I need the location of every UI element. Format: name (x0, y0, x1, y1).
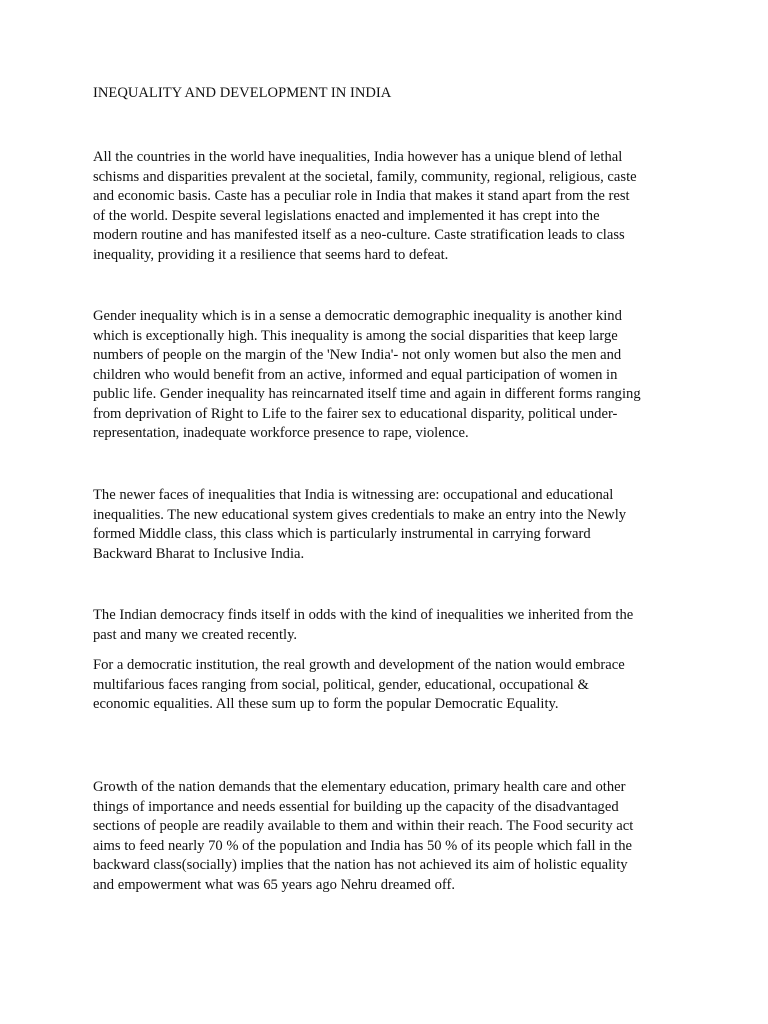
paragraph-indian-democracy (93, 606, 683, 645)
paragraph-line: things of importance and needs essential for building up the capacity of the disadvantaged (93, 798, 619, 815)
paragraph-line: from deprivation of Right to Life to the fairer sex to educational disparity, political under- (93, 405, 618, 422)
paragraph-line: schisms and disparities prevalent at the societal, family, community, regional, religious, caste (93, 168, 637, 185)
paragraph-line: of the world. Despite several legislations enacted and implemented it has crept into the (93, 207, 600, 224)
paragraph-caste-inequality (93, 148, 683, 265)
paragraph-line: backward class(socially) implies that the nation has not achieved its aim of holistic equality (93, 857, 628, 873)
paragraph-line: inequalities. The new educational system gives credentials to make an entry into the Newly (93, 506, 627, 523)
paragraph-democratic-equality (93, 656, 683, 715)
paragraph-line: The newer faces of inequalities that India is witnessing are: occupational and educational (93, 487, 614, 503)
paragraph-line: and economic basis. Caste has a peculiar role in India that makes it stand apart from the rest (93, 188, 630, 204)
paragraph-line: sections of people are readily available to them and within their reach. The Food security act (93, 818, 634, 834)
paragraph-line: which is exceptionally high. This inequality is among the social disparities that keep large (93, 327, 618, 344)
paragraph-line: representation, inadequate workforce presence to rape, violence. (93, 425, 469, 441)
paragraph-line: formed Middle class, this class which is particularly instrumental in carrying forward (93, 526, 591, 542)
paragraph-line: Backward Bharat to Inclusive India. (93, 545, 305, 562)
paragraph-line: aims to feed nearly 70 % of the population and India has 50 % of its people which fall in the (93, 837, 633, 854)
paragraph-line: Gender inequality which is in a sense a democratic demographic inequality is another kind (93, 308, 622, 324)
paragraph-gender-inequality (93, 307, 683, 444)
paragraph-newer-inequalities (93, 486, 683, 564)
paragraph-line: public life. Gender inequality has reincarnated itself time and again in different forms ranging (93, 386, 641, 402)
paragraph-line: past and many we created recently. (93, 626, 298, 643)
paragraph-growth-of-nation (93, 778, 683, 895)
paragraph-line: inequality, providing it a resilience that seems hard to defeat. (93, 246, 449, 263)
paragraph-line: multifarious faces ranging from social, political, gender, educational, occupational & (93, 676, 589, 693)
paragraph-line: All the countries in the world have inequalities, India however has a unique blend of lethal (93, 149, 623, 165)
paragraph-line: children who would benefit from an active, informed and equal participation of women in (93, 366, 618, 383)
paragraph-line: numbers of people on the margin of the 'New India'- not only women but also the men and (93, 347, 622, 363)
paragraph-line: The Indian democracy finds itself in odds with the kind of inequalities we inherited from the (93, 607, 634, 623)
paragraph-line: Growth of the nation demands that the elementary education, primary health care and other (93, 779, 626, 795)
document-title: INEQUALITY AND DEVELOPMENT IN INDIA (93, 85, 392, 101)
paragraph-line: modern routine and has manifested itself as a neo-culture. Caste stratification leads to class (93, 227, 625, 243)
paragraph-line: For a democratic institution, the real growth and development of the nation would embrace (93, 657, 625, 673)
paragraph-line: economic equalities. All these sum up to form the popular Democratic Equality. (93, 696, 559, 712)
paragraph-line: and empowerment what was 65 years ago Nehru dreamed off. (93, 876, 456, 893)
